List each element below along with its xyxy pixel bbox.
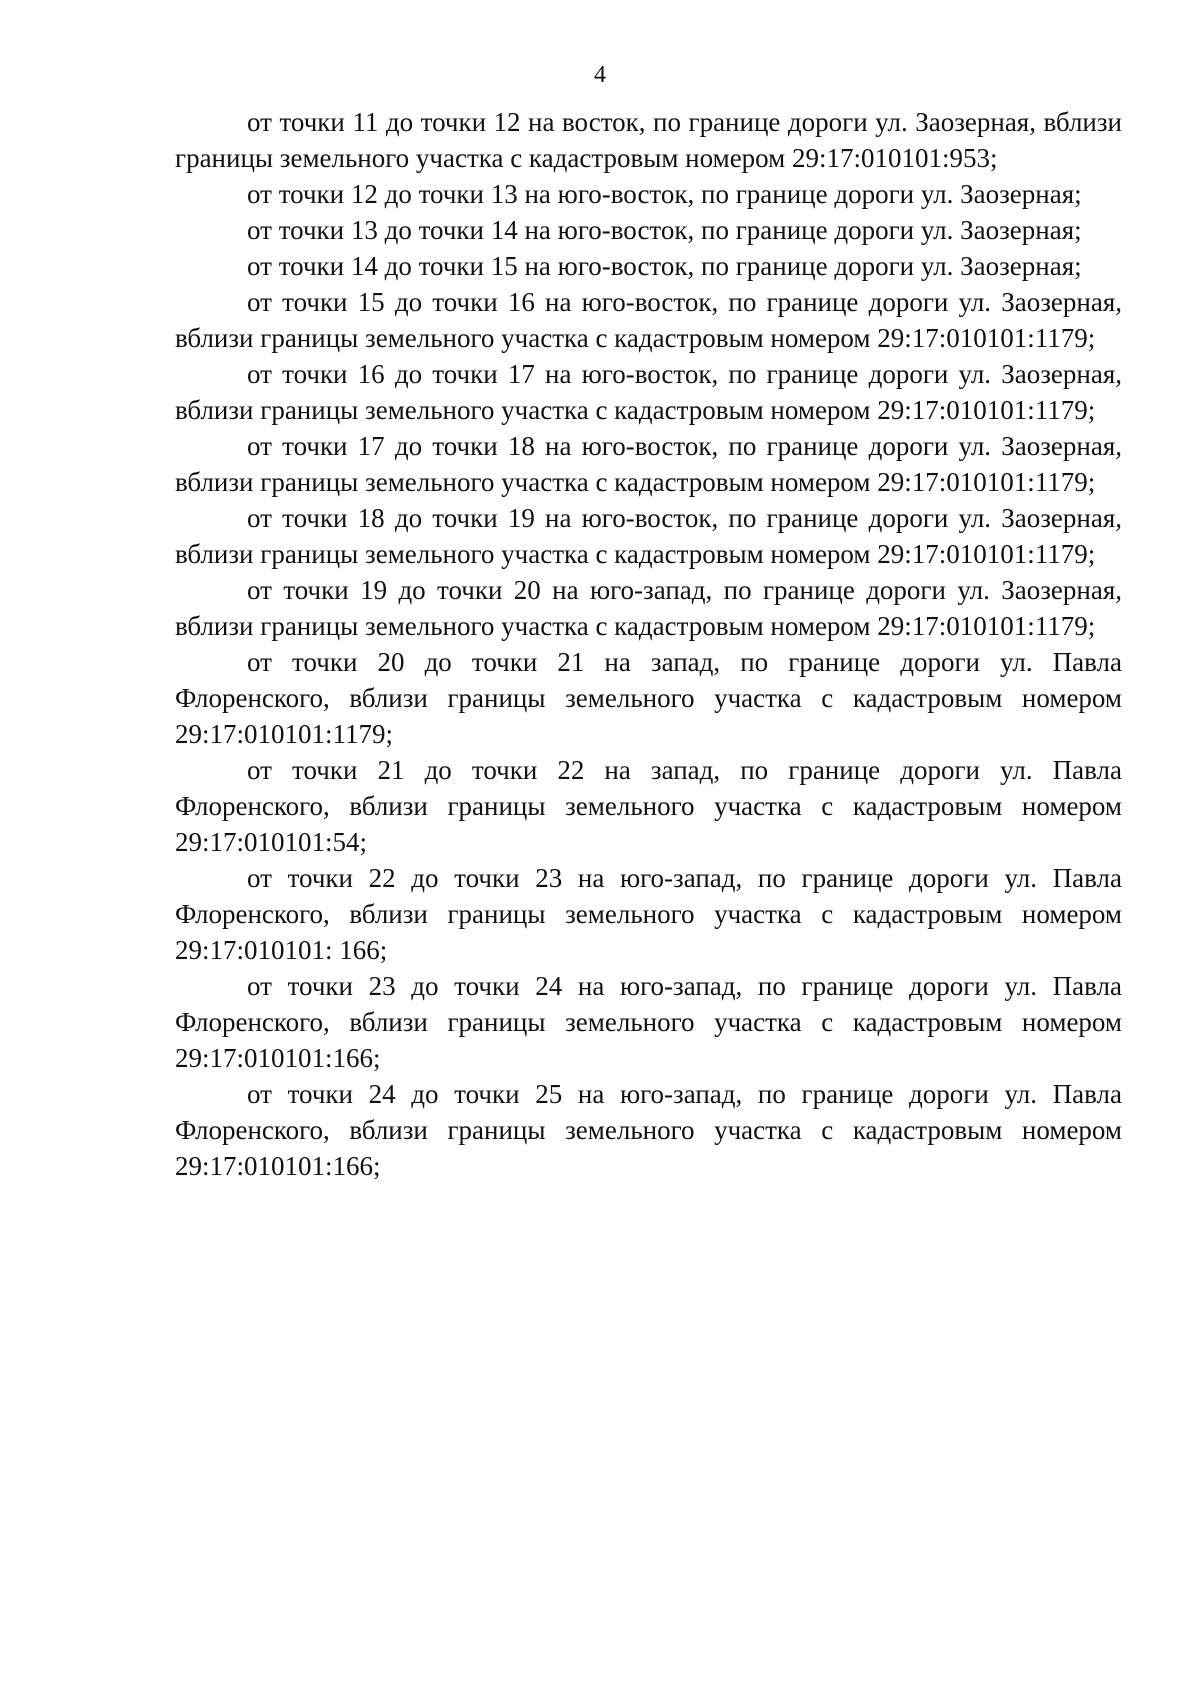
paragraph-point-15-16: от точки 15 до точки 16 на юго-восток, по границе дороги ул. Заозерная, вблизи границы земельного участка с кадастровым номером 29:17:010101:1179;: [175, 287, 1122, 353]
paragraph-point-11-12: от точки 11 до точки 12 на восток, по границе дороги ул. Заозерная, вблизи границы земельного участка с кадастровым номером 29:17:010101:953;: [175, 107, 1122, 173]
paragraph-point-21-22: от точки 21 до точки 22 на запад, по границе дороги ул. Павла Флоренского, вблизи границы земельного участка с кадастровым номером 29:17:010101:54;: [175, 755, 1122, 857]
paragraph-point-13-14: от точки 13 до точки 14 на юго-восток, по границе дороги ул. Заозерная;: [247, 215, 1082, 245]
paragraph-point-18-19: от точки 18 до точки 19 на юго-восток, по границе дороги ул. Заозерная, вблизи границы земельного участка с кадастровым номером 29:17:010101:1179;: [175, 503, 1122, 569]
paragraph-point-12-13: от точки 12 до точки 13 на юго-восток, по границе дороги ул. Заозерная;: [247, 179, 1082, 209]
paragraph-point-14-15: от точки 14 до точки 15 на юго-восток, по границе дороги ул. Заозерная;: [247, 251, 1082, 281]
paragraph-point-23-24: от точки 23 до точки 24 на юго-запад, по границе дороги ул. Павла Флоренского, вблизи границы земельного участка с кадастровым номером 29:17:010101:166;: [175, 971, 1122, 1073]
paragraph-point-16-17: от точки 16 до точки 17 на юго-восток, по границе дороги ул. Заозерная, вблизи границы земельного участка с кадастровым номером 29:17:010101:1179;: [175, 359, 1122, 425]
paragraph-point-17-18: от точки 17 до точки 18 на юго-восток, по границе дороги ул. Заозерная, вблизи границы земельного участка с кадастровым номером 29:17:010101:1179;: [175, 431, 1122, 497]
document-body: [175, 104, 1122, 1184]
paragraph-point-19-20: от точки 19 до точки 20 на юго-запад, по границе дороги ул. Заозерная, вблизи границы земельного участка с кадастровым номером 29:17:010101:1179;: [175, 575, 1122, 641]
paragraph-point-24-25: от точки 24 до точки 25 на юго-запад, по границе дороги ул. Павла Флоренского, вблизи границы земельного участка с кадастровым номером 29:17:010101:166;: [175, 1079, 1122, 1181]
page-number: 4: [594, 62, 606, 88]
paragraph-point-20-21: от точки 20 до точки 21 на запад, по границе дороги ул. Павла Флоренского, вблизи границы земельного участка с кадастровым номером 29:17:010101:1179;: [175, 647, 1122, 749]
paragraph-point-22-23: от точки 22 до точки 23 на юго-запад, по границе дороги ул. Павла Флоренского, вблизи границы земельного участка с кадастровым номером 29:17:010101: 166;: [175, 863, 1122, 965]
